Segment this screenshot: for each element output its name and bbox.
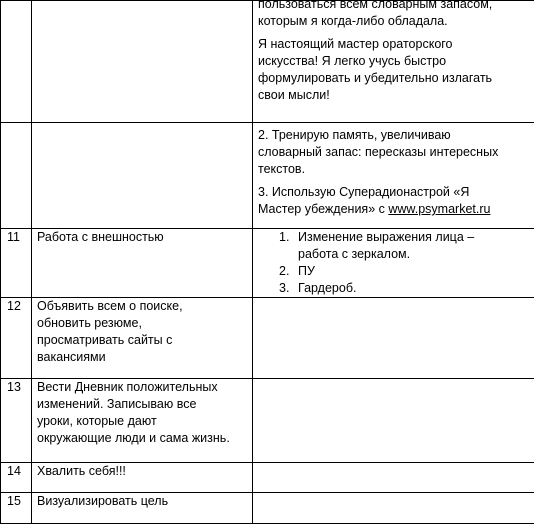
list-text: ПУ [298,263,315,280]
row-number: 15 [1,493,32,524]
list-number: 1. [279,229,298,263]
list-text-line: работа с зеркалом. [298,246,474,263]
table-row [1,229,534,298]
text-line: которым я когда-либо обладала. [258,13,529,30]
task-line: обновить резюме, [37,315,247,332]
list-item [279,263,529,280]
method-cell [253,229,534,298]
num-cell [1,1,32,123]
task-line: Объявить всем о поиске, [37,298,247,315]
method-cell [253,379,534,463]
task-line: Хвалить себя!!! [37,463,247,480]
text-line [258,201,529,218]
text-line: искусства! Я легко учусь быстро [258,53,529,70]
list-item [279,229,529,263]
table-row-continuation-2 [1,123,534,229]
task-cell [32,123,253,229]
task-line: Работа с внешностью [37,229,247,246]
list-number: 3. [279,280,298,297]
text-line: текстов. [258,161,529,178]
task-line: уроки, которые дают [37,413,247,430]
task-cell [32,229,253,298]
method-cell [253,493,534,524]
text-line: словарный запас: пересказы интересных [258,144,529,161]
row-number: 12 [1,298,32,379]
table-row-continuation [1,1,534,123]
num-cell [1,123,32,229]
numbered-list [258,229,529,297]
task-line: Вести Дневник положительных [37,379,247,396]
text-fragment: Мастер убеждения» с [258,202,388,216]
text-line: пользоваться всем словарным запасом, [258,0,529,13]
task-cell [32,298,253,379]
task-line: просматривать сайты с [37,332,247,349]
table-row [1,463,534,493]
method-cell [253,123,534,229]
table-row [1,379,534,463]
row-number: 14 [1,463,32,493]
method-cell [253,298,534,379]
task-cell [32,463,253,493]
list-number: 2. [279,263,298,280]
list-text: Гардероб. [298,280,356,297]
task-cell [32,493,253,524]
task-line: окружающие люди и сама жизнь. [37,430,247,447]
row-number: 11 [1,229,32,298]
row-number: 13 [1,379,32,463]
task-cell [32,379,253,463]
task-line: изменений. Записываю все [37,396,247,413]
method-cell [253,1,534,123]
task-line: вакансиями [37,349,247,366]
list-item [279,280,529,297]
method-cell [253,463,534,493]
table-row [1,298,534,379]
text-line: 3. Использую Суперадионастрой «Я [258,184,529,201]
psymarket-link[interactable]: www.psymarket.ru [388,202,490,216]
task-cell [32,1,253,123]
list-text [298,229,474,263]
text-line: формулировать и убедительно излагать [258,70,529,87]
text-line: Я настоящий мастер ораторского [258,36,529,53]
table-row [1,493,534,524]
text-line: 2. Тренирую память, увеличиваю [258,127,529,144]
list-text-line: Изменение выражения лица – [298,229,474,246]
task-line: Визуализировать цель [37,493,247,510]
text-line: свои мысли! [258,87,529,104]
